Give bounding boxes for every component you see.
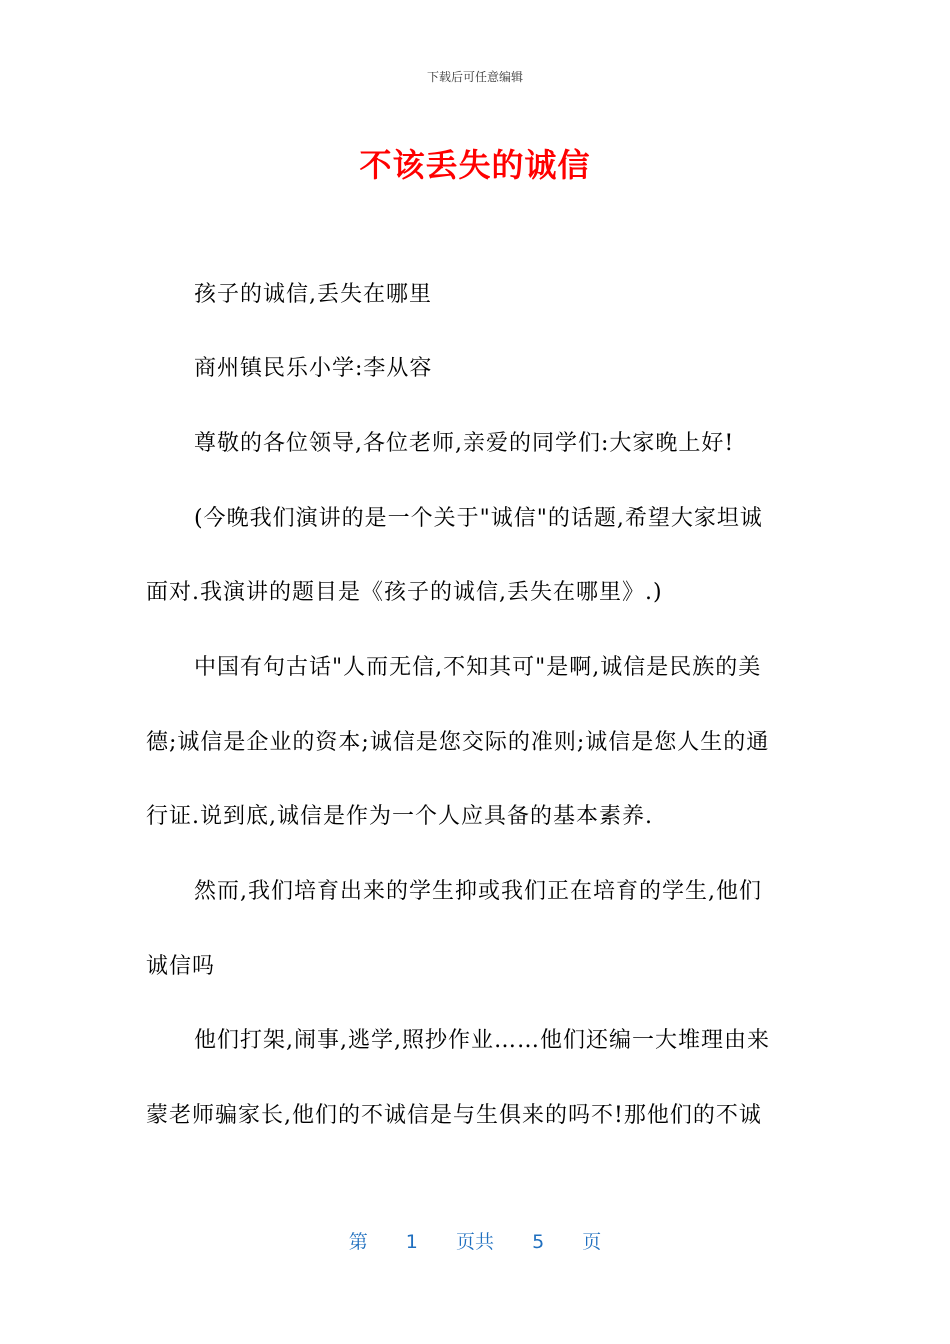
paragraph-line: 商州镇民乐小学:李从容	[194, 356, 433, 381]
paragraph-line: 然而,我们培育出来的学生抑或我们正在培育的学生,他们	[194, 879, 762, 904]
paragraph-line: 孩子的诚信,丢失在哪里	[194, 282, 432, 307]
page-end-word: 页	[582, 1231, 602, 1253]
paragraph-line: (今晚我们演讲的是一个关于"诚信"的话题,希望大家坦诚	[194, 506, 763, 531]
header-note: 下载后可任意编辑	[426, 70, 523, 84]
paragraph-line: 面对.我演讲的题目是《孩子的诚信,丢失在哪里》.)	[146, 580, 663, 605]
paragraph-line: 尊敬的各位领导,各位老师,亲爱的同学们:大家晚上好!	[194, 431, 735, 456]
paragraph-line: 德;诚信是企业的资本;诚信是您交际的准则;诚信是您人生的通	[146, 730, 770, 755]
paragraph-line: 他们打架,闹事,逃学,照抄作业……他们还编一大堆理由来	[194, 1028, 770, 1053]
page-footer	[0, 1227, 950, 1254]
page-word: 第	[348, 1231, 368, 1253]
total-pages-number: 5	[532, 1231, 545, 1253]
page-total-word: 页共	[455, 1231, 494, 1253]
paragraph-line: 蒙老师骗家长,他们的不诚信是与生俱来的吗不!那他们的不诚	[146, 1103, 762, 1128]
current-page-number: 1	[405, 1231, 418, 1253]
document-title: 不该丢失的诚信	[359, 146, 591, 184]
paragraph-line: 诚信吗	[146, 954, 216, 979]
paragraph-line: 行证.说到底,诚信是作为一个人应具备的基本素养.	[146, 804, 653, 829]
paragraph-line: 中国有句古话"人而无信,不知其可"是啊,诚信是民族的美	[194, 655, 762, 680]
